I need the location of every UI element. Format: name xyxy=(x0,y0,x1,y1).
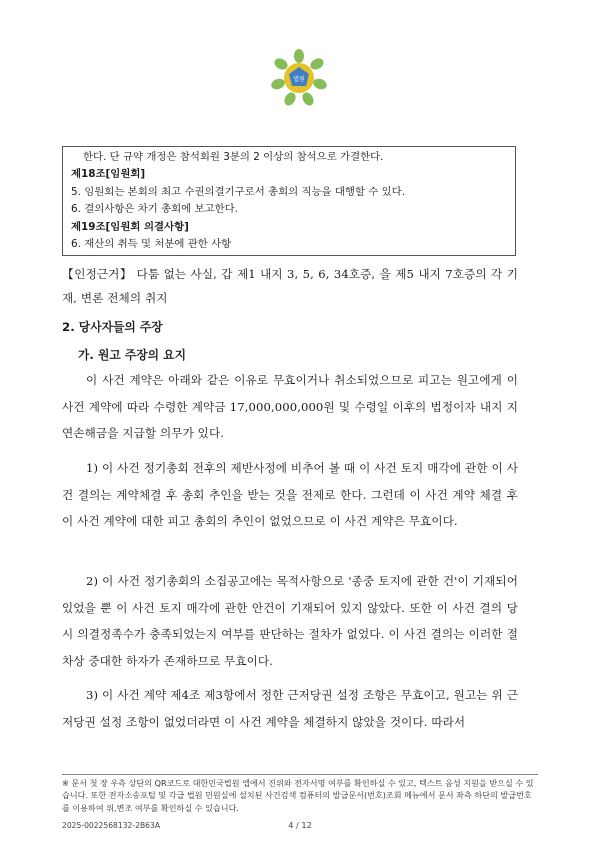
verification-notice: ※ 문서 첫 장 우측 상단의 QR코드로 대한민국법원 앱에서 진위와 전자서명 여부를 확인하실 수 있고, 텍스트 음성 지원을 받으실 수 있습니다. 또한 전자소송포털 및 각급 법원 민원실에 설치된 사건검색 컴퓨터의 발급문서(번호)조회 메뉴에서 문서 좌측 하단의 발급번호를 이용하여 위,변조 여부를 확인하실 수 있습니다. xyxy=(62,774,538,814)
body-paragraph: 1) 이 사건 정기총회 전후의 제반사정에 비추어 볼 때 이 사건 토지 매각에 관한 이 사건 결의는 계약체결 후 총회 추인을 받는 것을 전제로 한다. 그런데 이 사건 계약 체결 후 이 사건 계약에 대한 피고 총회의 추인이 없었으므로 이 사건 계약은 무효이다. xyxy=(62,461,518,528)
body-paragraph: 이 사건 계약은 아래와 같은 이유로 무효이거나 취소되었으므로 피고는 원고에게 이 사건 계약에 따라 수령한 계약금 17,000,000,000원 및 수령일 이후의 법정이자 내지 지연손해금을 지급할 의무가 있다. xyxy=(62,373,518,440)
seal-text: 법원 xyxy=(293,76,305,83)
bylaw-line: 5. 임원회는 본회의 최고 수권의결기구로서 총회의 직능을 대행할 수 있다. xyxy=(71,185,406,198)
page-number: 4 / 12 xyxy=(288,820,312,830)
bylaw-line: 6. 재산의 취득 및 처분에 관한 사항 xyxy=(71,238,232,251)
body-paragraph: 2) 이 사건 정기총회의 소집공고에는 목적사항으로 '종중 토지에 관한 건'이 기재되어 있었을 뿐 이 사건 토지 매각에 관한 안건이 기재되어 있지 않았다. 또한 이 사건 결의 당시 의결정족수가 충족되었는지 여부를 판단하는 절차가 없었다. 이 사건 결의는 이러한 절차상 중대한 하자가 존재하므로 무효이다. xyxy=(62,574,518,668)
body-paragraph: 3) 이 사건 계약 제4조 제3항에서 정한 근저당권 설정 조항은 무효이고, 원고는 위 근저당권 설정 조항이 없었더라면 이 사건 계약을 체결하지 않았을 것이다. 따라서 xyxy=(62,688,518,729)
bylaw-article-heading: 제18조[임원회] xyxy=(71,168,146,181)
bylaw-line: 6. 결의사항은 차기 총회에 보고한다. xyxy=(71,203,238,216)
bylaw-line: 한다. 단 규약 개정은 참석회원 3분의 2 이상의 참석으로 가결한다. xyxy=(83,151,384,163)
bylaw-excerpt-box xyxy=(62,146,516,256)
court-seal-icon xyxy=(270,48,328,106)
subsection-title: 가. 원고 주장의 요지 xyxy=(78,348,186,362)
issue-number: 2025-0022568132-2B63A xyxy=(62,821,161,830)
findings-basis: 【인정근거】 다툼 없는 사실, 갑 제1 내지 3, 5, 6, 34호증, 을 제5 내지 7호증의 각 기재, 변론 전체의 취지 xyxy=(62,267,518,305)
section-title: 2. 당사자들의 주장 xyxy=(62,320,163,334)
bylaw-article-heading: 제19조[임원회 의결사항] xyxy=(71,220,189,233)
